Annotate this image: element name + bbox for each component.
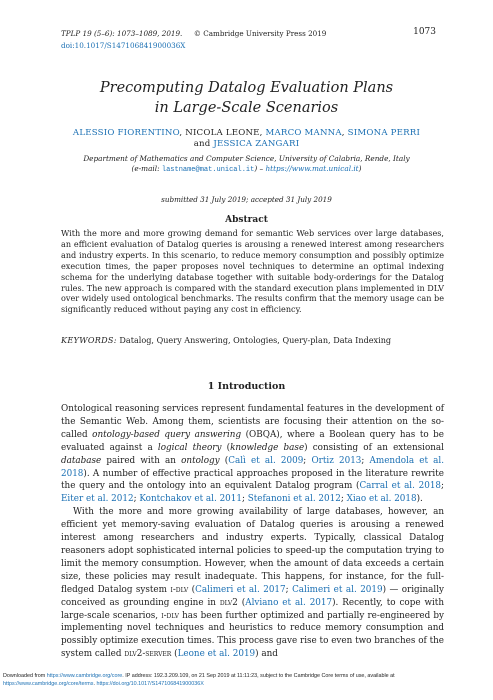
citation-link[interactable]: Xiao et al. 2018 — [346, 494, 417, 505]
author-zangari[interactable]: JESSICA ZANGARI — [213, 139, 300, 149]
citation-link[interactable]: Ortiz 2013 — [311, 455, 362, 466]
system-name: dlv2-server — [124, 649, 172, 660]
author-leone: NICOLA LEONE — [185, 128, 260, 138]
paper-title — [0, 78, 493, 118]
author-list — [0, 128, 493, 150]
system-name: dlv2 — [219, 597, 238, 608]
author-separator: , — [259, 128, 266, 138]
system-name: i-dlv — [170, 584, 189, 595]
citation-link[interactable]: Leone et al. 2019 — [177, 649, 256, 660]
citation-link[interactable]: Calimeri et al. 2017 — [195, 584, 286, 595]
citation-link[interactable]: Alviano et al. 2017 — [245, 597, 333, 608]
introduction-body — [61, 403, 444, 661]
citation-link[interactable]: Carral et al. 2018 — [359, 481, 442, 492]
submission-dates: submitted 31 July 2019; accepted 31 July 2019 — [161, 195, 332, 204]
email-prefix: (e-mail: — [131, 164, 162, 173]
author-fiorentino[interactable]: ALESSIO FIORENTINO — [72, 128, 180, 138]
affiliation: Department of Mathematics and Computer Science, University of Calabria, Rende, Italy — [83, 154, 410, 163]
running-header — [61, 29, 326, 38]
abstract-text: With the more and more growing demand for semantic Web services over large databases, an efficient evaluation of Datalog queries is arousing a renewed interest among researchers and industry experts. In this scenario, to reduce memory consumption and possibly optimize execution times, the paper proposes novel techniques to determine an optimal indexing schema for the underlying database together with suitable body-orderings for the Datalog rules. The new approach is compared with the standard execution plans implemented in DLV over widely used ontological benchmarks. The results confirm that the memory usage can be significantly reduced without paying any cost in efficiency. — [61, 228, 444, 315]
author-separator: , — [179, 128, 186, 138]
page-number: 1073 — [413, 27, 436, 37]
doi-link[interactable]: doi:10.1017/S147106841900036X — [61, 41, 186, 50]
title-line-1: Precomputing Datalog Evaluation Plans — [99, 80, 394, 96]
citation-link[interactable]: Eiter et al. 2012 — [61, 494, 134, 505]
email-separator: ) – — [254, 164, 266, 173]
keywords-list: Datalog, Query Answering, Ontologies, Query-plan, Data Indexing — [116, 335, 392, 345]
email-link[interactable]: lastname@mat.unical.it — [161, 166, 255, 174]
keywords — [61, 335, 444, 345]
copyright-notice: © Cambridge University Press 2019 — [193, 29, 327, 38]
citation-link[interactable]: Calì et al. 2009 — [228, 455, 304, 466]
keywords-label: KEYWORDS: — [61, 335, 117, 345]
footer-doi-link[interactable]: https://doi.org/10.1017/S147106841900036X — [96, 681, 204, 687]
author-manna[interactable]: MARCO MANNA — [265, 128, 342, 138]
citation-link[interactable]: Kontchakov et al. 2011 — [139, 494, 242, 505]
system-name: i-dlv — [161, 610, 179, 621]
citation-link[interactable]: Stefanoni et al. 2012 — [247, 494, 341, 505]
affiliation-block: Department of Mathematics and Computer Science, University of Calabria, Rende, Italy (e-mail: lastname@mat.unical.it) – https://www.mat.unical.it) — [0, 154, 493, 175]
abstract-heading: Abstract — [225, 215, 268, 225]
paragraph-2: With the more and more growing availability of large databases, however, an efficient yet memory-saving evaluation of Datalog queries is arousing a renewed interest among researchers and industry experts. Typically, classical Datalog reasoners adopt sophisticated internal policies to speed-up the computation trying to limit the memory consumption. However, when the amount of data exceeds a certain size, these policies may result inadequate. This happens, for instance, for the full-fledged Datalog system i-dlv (Calimeri et al. 2017; Calimeri et al. 2019) — originally conceived as grounding engine in dlv2 (Alviano et al. 2017). Recently, to cope with large-scale scenarios, i-dlv has been further optimized and partially re-engineered by implementing novel techniques and heuristics to reduce memory consumption and possibly optimize execution times. This process gave rise to even two branches of the system called dlv2-server (Leone et al. 2019) and — [61, 507, 445, 660]
website-link[interactable]: https://www.mat.unical.it — [265, 164, 359, 173]
terms-link[interactable]: https://www.cambridge.org/core/terms — [3, 681, 94, 687]
title-line-2: in Large-Scale Scenarios — [154, 100, 339, 116]
citation-link[interactable]: Amendola et al. 2018 — [61, 455, 445, 479]
download-footer: Downloaded from https://www.cambridge.org/core. IP address: 192.3.209.109, on 21 Sep 2019 at 11:11:23, subject to the Cambridge Core terms of use, available at https://www.cambridge.org/core/terms. https://doi.org/10.1017/S147106841900036X — [3, 673, 395, 687]
paragraph-1: Ontological reasoning services represent fundamental features in the development of the Semantic Web. Among them, scientists are focusing their attention on the so-called ontology-based query answering (OBQA), where a Boolean query has to be evaluated against a logical theory (knowledge base) consisting of an extensional database paired with an ontology (Calì et al. 2009; Ortiz 2013; Amendola et al. 2018). A number of effective practical approaches proposed in the literature rewrite the query and the ontology into an equivalent Datalog program (Carral et al. 2018; Eiter et al. 2012; Kontchakov et al. 2011; Stefanoni et al. 2012; Xiao et al. 2018). — [61, 404, 445, 505]
section-heading-introduction: 1 Introduction — [207, 381, 286, 392]
author-perri[interactable]: SIMONA PERRI — [347, 128, 421, 138]
citation-link[interactable]: Calimeri et al. 2019 — [292, 584, 383, 595]
journal-citation: TPLP 19 (5–6): 1073–1089, 2019. — [61, 29, 183, 38]
cambridge-core-link[interactable]: https://www.cambridge.org/core — [46, 673, 123, 679]
author-separator: , — [341, 128, 348, 138]
author-conjunction: and — [193, 139, 211, 149]
